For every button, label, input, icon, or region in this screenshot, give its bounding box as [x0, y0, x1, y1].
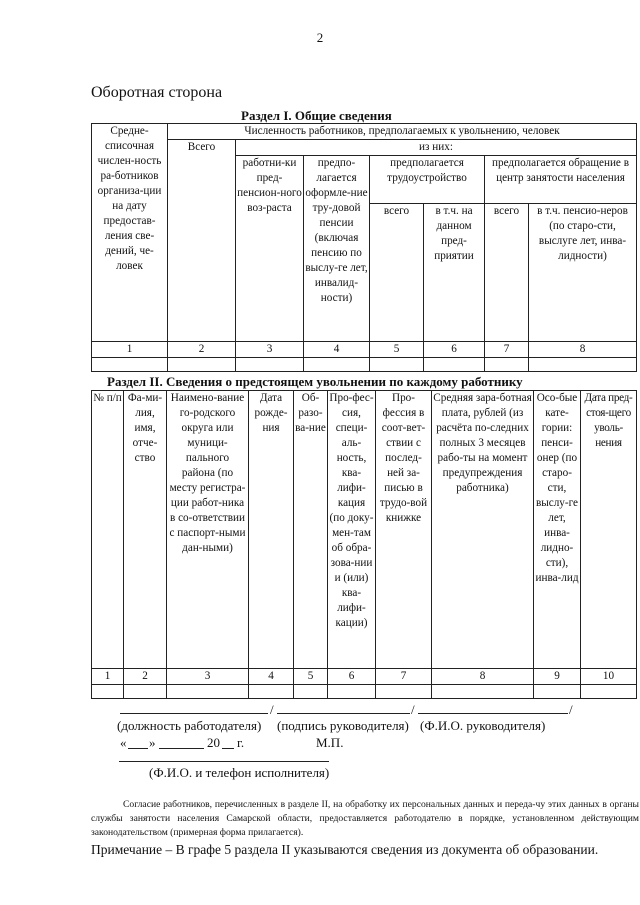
date-quote-open: «: [120, 735, 127, 750]
s1-header-employment: предполагается трудоустройство: [370, 156, 485, 204]
s2-blank-cell: [581, 685, 637, 699]
date-day-line: [128, 748, 148, 749]
s1-blank-cell: [168, 358, 236, 372]
separator-slash: /: [569, 702, 573, 717]
s1-col-number: 2: [168, 342, 236, 358]
s2-col-number: 5: [294, 669, 328, 685]
s1-header-emp-same-enterprise: в т.ч. на данном пред-приятии: [424, 204, 485, 342]
s1-col-number: 1: [92, 342, 168, 358]
s1-header-planned-dismissal: Численность работников, предполагаемых к увольнению, человек: [168, 124, 637, 140]
s1-header-of-them: из них:: [236, 140, 637, 156]
s2-blank-cell: [376, 685, 432, 699]
s2-header-avg-salary: Средняя зара-ботная плата, рублей (из расчёта по-следних полных 3 месяцев рабо-ты на момент предупреждения работника): [432, 391, 534, 669]
s1-header-employment-center: предполагается обращение в центр занятости населения: [485, 156, 637, 204]
s1-blank-cell: [424, 358, 485, 372]
s1-blank-cell: [529, 358, 637, 372]
date-year-prefix: 20: [207, 735, 220, 750]
s2-col-number: 7: [376, 669, 432, 685]
s1-header-emp-total: всего: [370, 204, 424, 342]
s1-blank-cell: [370, 358, 424, 372]
position-line: [120, 713, 268, 714]
date-month-line: [159, 748, 204, 749]
s2-col-number: 2: [124, 669, 167, 685]
s1-header-avg-count: Средне-списочная числен-ность ра-ботников организа-ции на дату предостав-ления све-дений, че-ловек: [92, 124, 168, 342]
s2-col-number: 10: [581, 669, 637, 685]
name-caption: (Ф.И.О. руководителя): [420, 718, 546, 733]
position-caption: (должность работодателя): [117, 718, 262, 733]
s2-col-number: 1: [92, 669, 124, 685]
s2-col-number: 6: [328, 669, 376, 685]
executor-line: [119, 761, 329, 762]
s2-col-number: 4: [249, 669, 294, 685]
separator-slash: /: [270, 702, 274, 717]
consent-text: Согласие работников, перечисленных в разделе II, на обработку их персональных данных и переда-чу этих данных в органы службы занятости населения Самарской области, предоставляется работодателю в порядке, установленном действующим законодательством (примерная форма прилагается).: [91, 799, 639, 838]
s1-blank-cell: [236, 358, 304, 372]
s1-col-number: 7: [485, 342, 529, 358]
name-line: [418, 713, 568, 714]
s2-header-workbook-profession: Про-фессия в соот-вет-ствии с послед-ней за-писью в трудо-вой книжке: [376, 391, 432, 669]
section1-title: Раздел I. Общие сведения: [241, 108, 392, 123]
s2-blank-cell: [294, 685, 328, 699]
note-text: Примечание – В графе 5 раздела II указываются сведения из документа об образовании.: [91, 842, 599, 857]
s2-blank-cell: [92, 685, 124, 699]
s2-blank-cell: [167, 685, 249, 699]
section2-table: [91, 390, 637, 699]
s2-blank-cell: [534, 685, 581, 699]
page-number: 2: [316, 30, 324, 45]
section2-title: Раздел II. Сведения о предстоящем увольнении по каждому работнику: [107, 374, 523, 389]
s2-header-birth-date: Дата рожде-ния: [249, 391, 294, 669]
executor-caption: (Ф.И.О. и телефон исполнителя): [149, 765, 330, 780]
signature-line: [277, 713, 410, 714]
s1-header-total: Всего: [168, 140, 236, 342]
s2-header-name: Фа-ми-лия, имя, отче-ство: [124, 391, 167, 669]
stamp-label: М.П.: [316, 735, 344, 750]
s2-blank-cell: [124, 685, 167, 699]
s1-header-center-total: всего: [485, 204, 529, 342]
s2-col-number: 9: [534, 669, 581, 685]
s1-blank-cell: [92, 358, 168, 372]
s1-blank-cell: [304, 358, 370, 372]
s1-col-number: 8: [529, 342, 637, 358]
s1-blank-cell: [485, 358, 529, 372]
s1-header-pension-applicants: предпо-лагается оформле-ние тру-довой пенсии (включая пенсию по выслу-ге лет, инвалид-ности): [304, 156, 370, 342]
s1-header-center-pensioners: в т.ч. пенсио-неров (по старо-сти, выслуге лет, инва-лидности): [529, 204, 637, 342]
s2-col-number: 3: [167, 669, 249, 685]
s1-col-number: 6: [424, 342, 485, 358]
s1-col-number: 3: [236, 342, 304, 358]
date-year-line: [222, 748, 234, 749]
s1-col-number: 4: [304, 342, 370, 358]
side-label: Оборотная сторона: [91, 84, 223, 101]
s2-header-special-category: Осо-бые кате-гории: пенси-онер (по старо-сти, выслу-ге лет, инва-лидно-сти), инва-лид: [534, 391, 581, 669]
separator-slash: /: [411, 702, 415, 717]
s1-header-pre-pension: работни-ки пред-пенсион-ного воз-раста: [236, 156, 304, 342]
s2-header-education: Об-разо-ва-ние: [294, 391, 328, 669]
s2-blank-cell: [328, 685, 376, 699]
s2-blank-cell: [432, 685, 534, 699]
s2-header-dismissal-date: Дата пред-стоя-щего уволь-нения: [581, 391, 637, 669]
s2-header-profession: Про-фес-сия, специ-аль-ность, ква-лифи-кация (по доку-мен-там об обра-зова-нии и (или) ква-лифи-кации): [328, 391, 376, 669]
s2-header-num: № п/п: [92, 391, 124, 669]
signature-caption: (подпись руководителя): [277, 718, 409, 733]
s2-header-district: Наимено-вание го-родского округа или муници-пального района (по месту регистра-ции работ-ника в со-ответствии с паспорт-ными дан-ными): [167, 391, 249, 669]
date-quote-close: »: [149, 735, 156, 750]
s1-col-number: 5: [370, 342, 424, 358]
s2-col-number: 8: [432, 669, 534, 685]
date-year-suffix: г.: [237, 735, 245, 750]
s2-blank-cell: [249, 685, 294, 699]
section1-table: [91, 123, 637, 372]
